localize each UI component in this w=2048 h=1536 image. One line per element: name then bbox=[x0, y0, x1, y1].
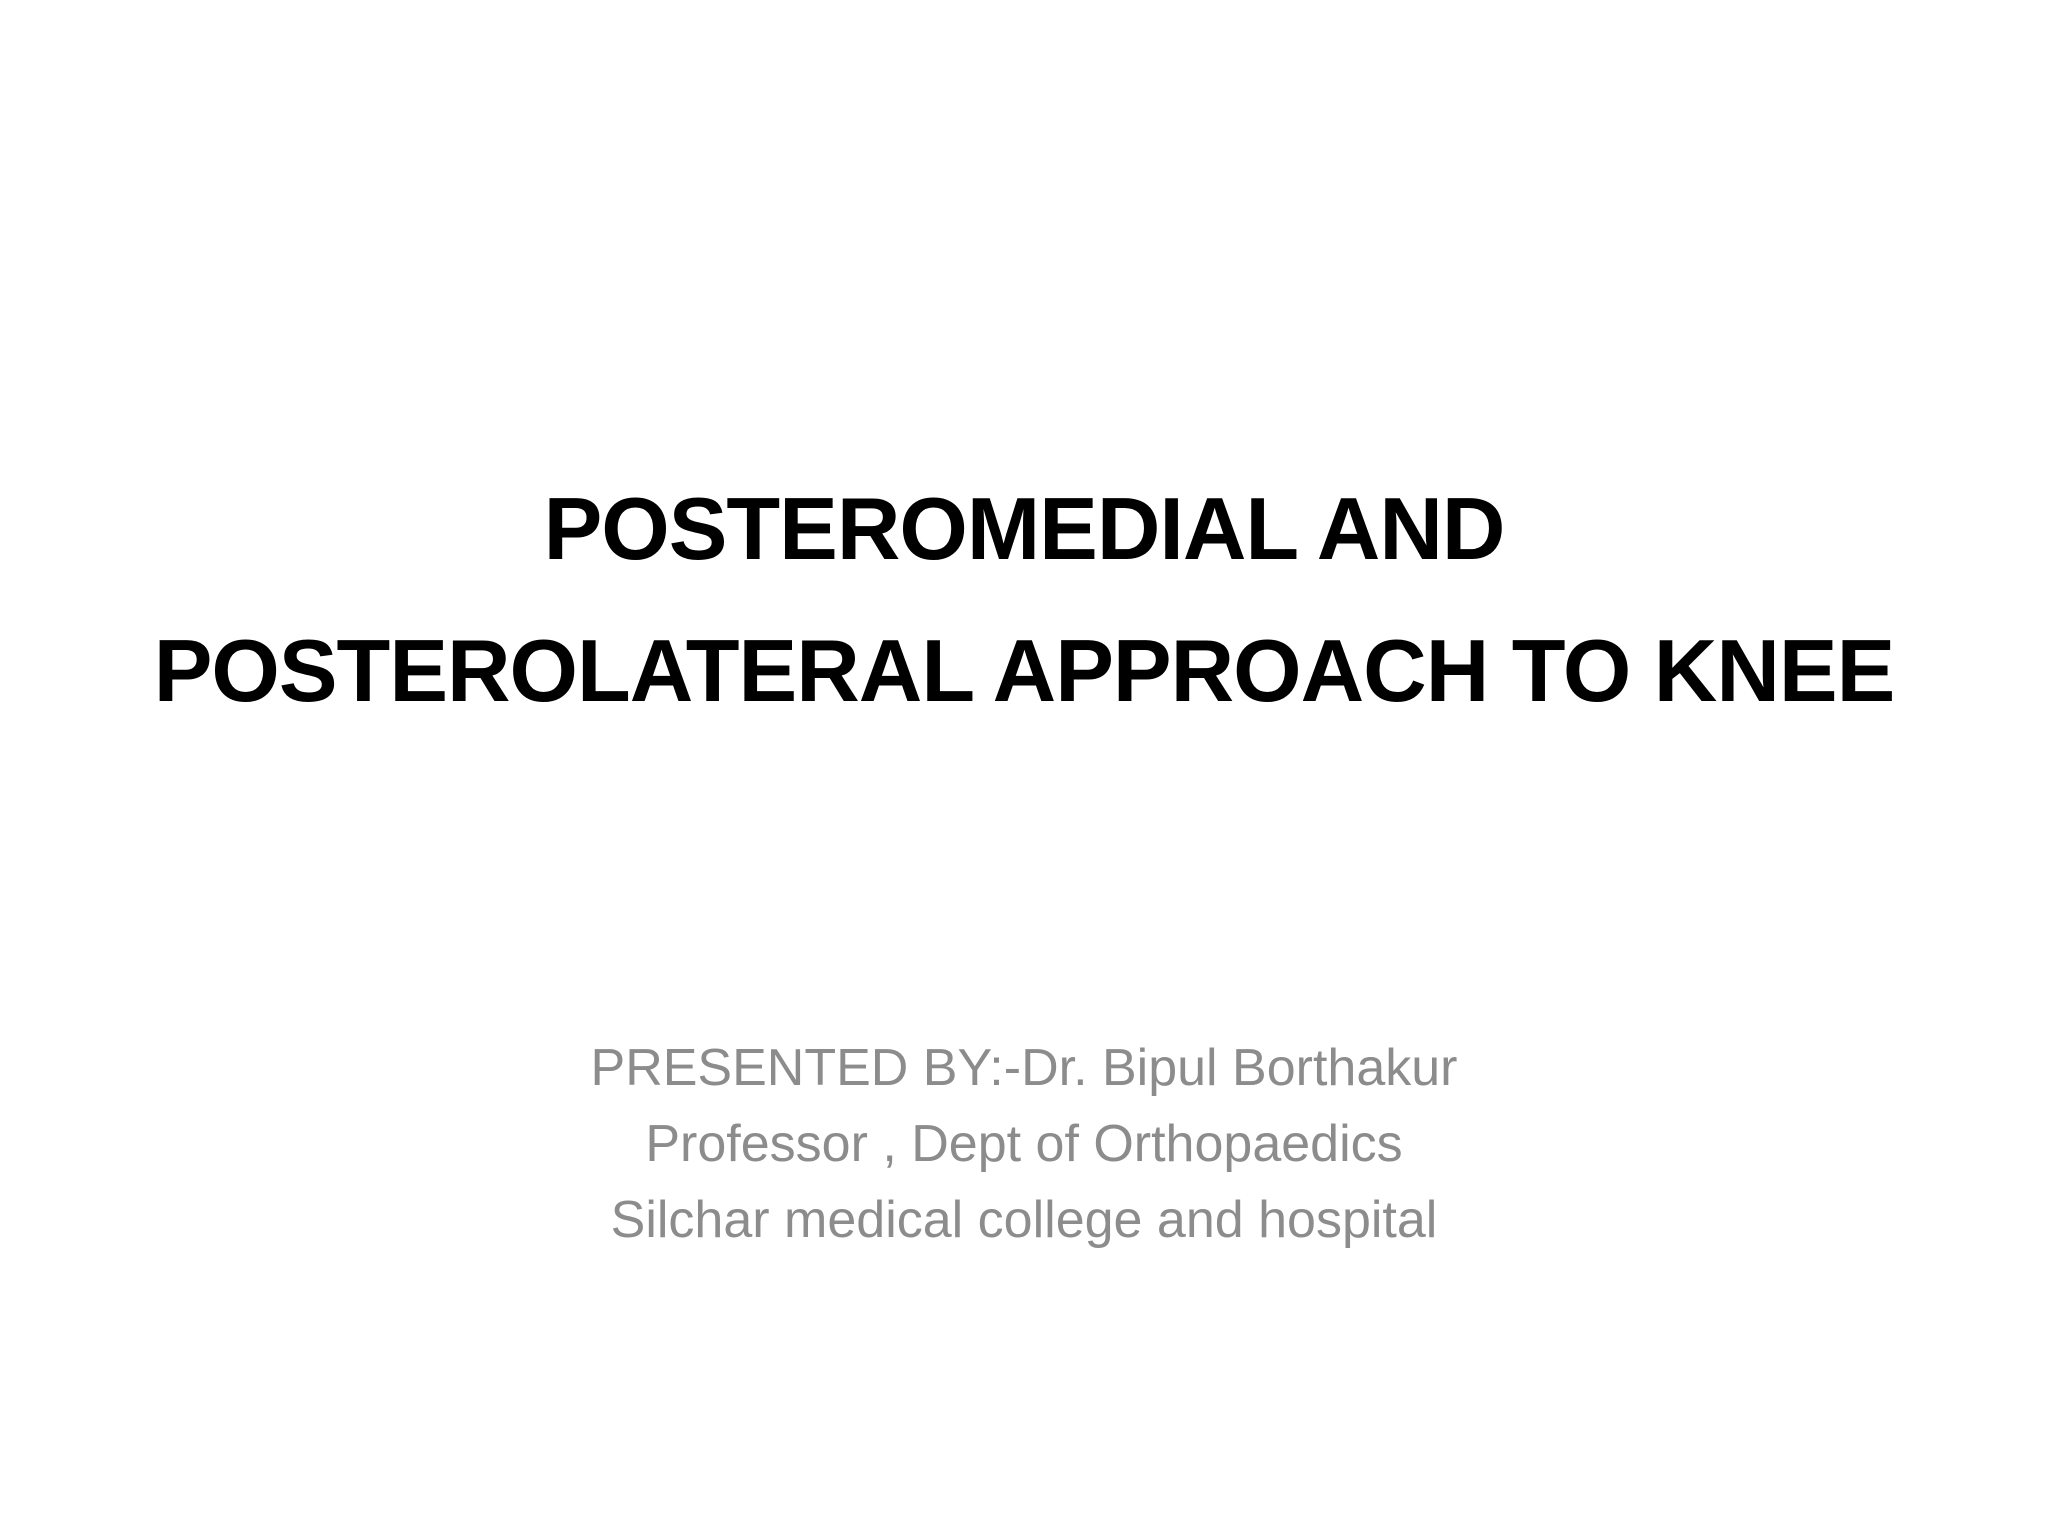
presenter-line: PRESENTED BY:-Dr. Bipul Borthakur bbox=[590, 1039, 1458, 1097]
position-line: Professor , Dept of Orthopaedics bbox=[645, 1115, 1403, 1173]
slide-title bbox=[0, 458, 2048, 742]
title-line-1: POSTEROMEDIAL AND bbox=[543, 479, 1505, 578]
slide-subtitle bbox=[0, 1030, 2048, 1258]
title-line-2: POSTEROLATERAL APPROACH TO KNEE bbox=[153, 621, 1895, 720]
institution-line: Silchar medical college and hospital bbox=[610, 1191, 1438, 1249]
